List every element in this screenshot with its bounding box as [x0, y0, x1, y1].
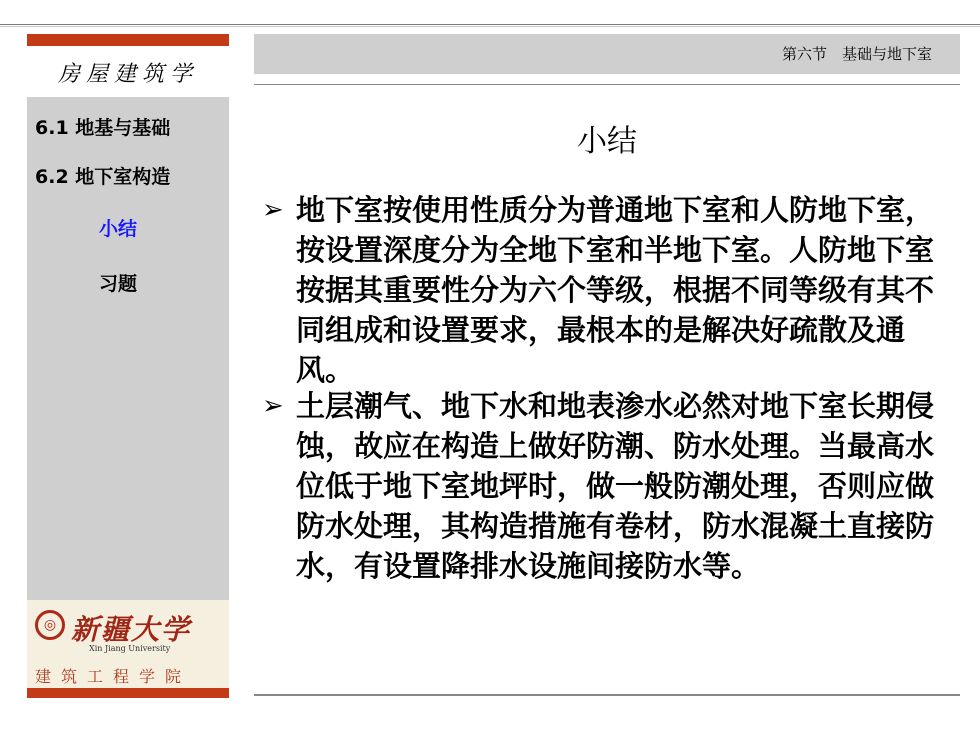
bullet-item — [262, 386, 936, 586]
top-divider — [0, 24, 980, 27]
sidebar-accent-bar-bottom — [27, 688, 229, 698]
course-title: 房屋建筑学 — [27, 52, 229, 97]
bullet-text: 地下室按使用性质分为普通地下室和人防地下室，按设置深度分为全地下室和半地下室。人防地下室按据其重要性分为六个等级，根据不同等级有其不同组成和设置要求，最根本的是解决好疏散及通风。 — [296, 193, 935, 387]
nav-item-basement[interactable]: 6.2 地下室构造 — [35, 166, 171, 188]
bullet-text: 土层潮气、地下水和地表渗水必然对地下室长期侵蚀，故应在构造上做好防潮、防水处理。当最高水位低于地下室地坪时，做一般防潮处理，否则应做防水处理，其构造措施有卷材，防水混凝土直接防水，有设置降排水设施间接防水等。 — [296, 389, 935, 583]
nav-item-foundation[interactable]: 6.1 地基与基础 — [35, 117, 171, 139]
header-divider — [254, 84, 960, 85]
arrow-bullet-icon: ➢ — [262, 391, 284, 421]
section-label: 第六节 基础与地下室 — [781, 45, 932, 63]
sidebar-nav — [27, 97, 229, 600]
footer-divider — [254, 694, 960, 696]
university-name-cn: 新疆大学 — [71, 613, 192, 646]
university-seal-icon: ◎ — [35, 610, 65, 640]
sidebar-accent-bar-top — [27, 34, 229, 46]
bullet-item — [262, 190, 936, 390]
department-name: 建筑工程学院 — [35, 667, 192, 686]
header-bar — [254, 34, 960, 74]
nav-item-summary[interactable]: 小结 — [99, 218, 138, 240]
slide-title: 小结 — [577, 124, 637, 159]
nav-item-exercises[interactable]: 习题 — [99, 273, 138, 295]
university-logo — [27, 600, 229, 688]
university-name-en: Xin Jiang University — [89, 644, 171, 653]
arrow-bullet-icon: ➢ — [262, 195, 284, 225]
